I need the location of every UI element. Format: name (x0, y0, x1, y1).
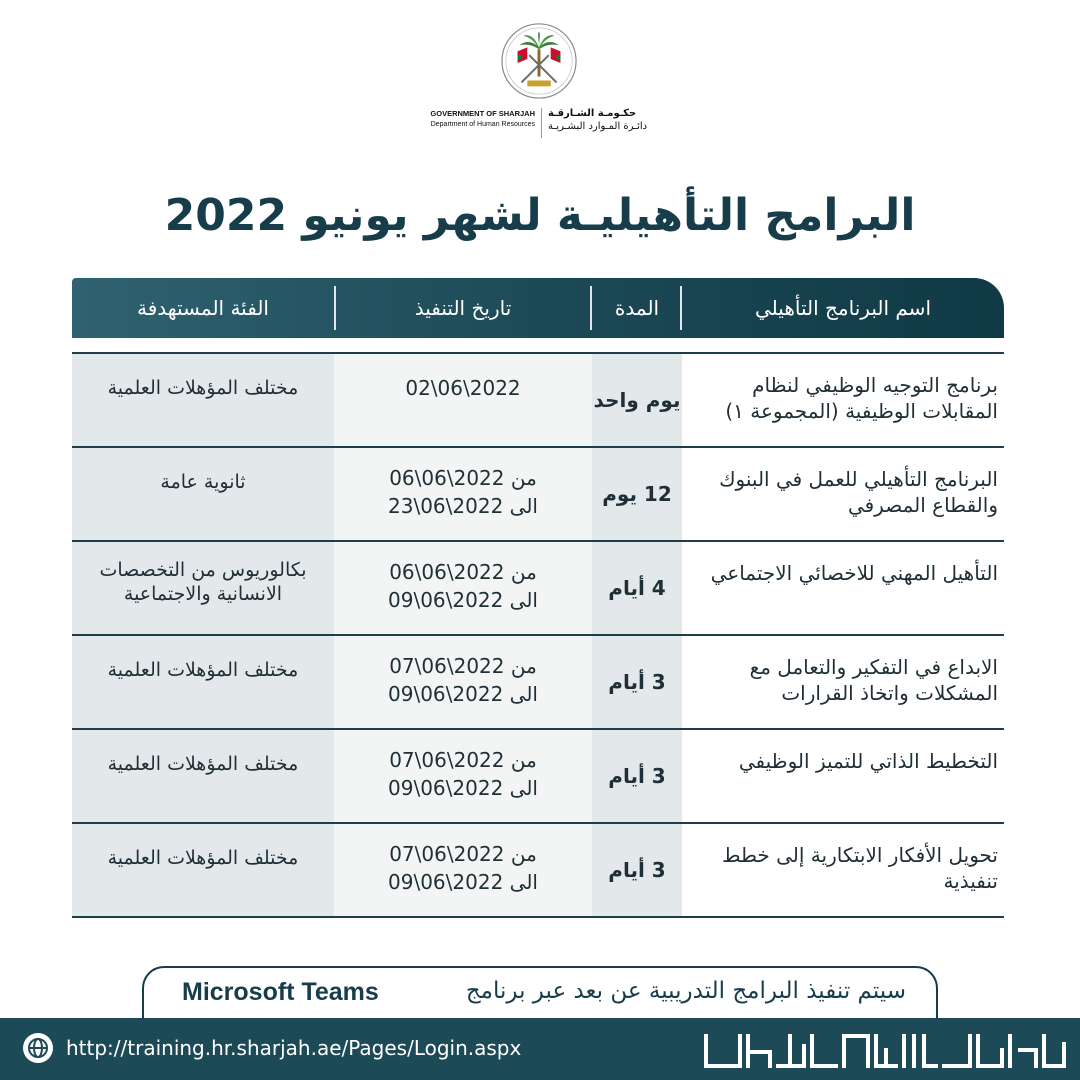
government-header (400, 108, 680, 144)
program-duration: 4 أيام (592, 542, 682, 634)
hr-department-logo (700, 1028, 1070, 1072)
program-date (334, 730, 592, 822)
program-duration: 3 أيام (592, 636, 682, 728)
note-text: سيتم تنفيذ البرامج التدريبية عن بعد عبر برنامج (465, 978, 906, 1004)
target-category: مختلف المؤهلات العلمية (72, 824, 334, 916)
globe-icon (22, 1032, 54, 1064)
program-name: برنامج التوجيه الوظيفي لنظام المقابلات الوظيفية (المجموعة ١) (682, 354, 1004, 446)
table-row (72, 822, 1004, 918)
program-duration: 12 يوم (592, 448, 682, 540)
table-row (72, 728, 1004, 822)
table-header (72, 278, 1004, 338)
target-category: مختلف المؤهلات العلمية (72, 354, 334, 446)
program-duration: 3 أيام (592, 824, 682, 916)
date-line-1: 2022\06\02 (405, 376, 521, 400)
training-url-link[interactable]: http://training.hr.sharjah.ae/Pages/Login.aspx (66, 1036, 522, 1060)
col-header-duration: المدة (614, 296, 660, 320)
program-name: التأهيل المهني للاخصائي الاجتماعي (682, 542, 1004, 634)
program-date (334, 824, 592, 916)
program-duration: 3 أيام (592, 730, 682, 822)
program-name: البرنامج التأهيلي للعمل في البنوك والقطاع المصرفي (682, 448, 1004, 540)
platform-name: Microsoft Teams (182, 978, 379, 1006)
gov-name-ar: حكـومـة الشـارقـة دائـرة المـوارد البشـريـة (548, 108, 648, 132)
gov-name-en: GOVERNMENT OF SHARJAH Department of Human Resources (430, 109, 535, 128)
program-date (334, 354, 592, 446)
table-row (72, 446, 1004, 540)
sharjah-emblem-logo (500, 22, 578, 100)
program-name: التخطيط الذاتي للتميز الوظيفي (682, 730, 1004, 822)
date-line-2: الى 2022\06\09 (388, 870, 538, 894)
footer-bar (0, 1018, 1080, 1080)
table-row (72, 352, 1004, 446)
header-divider (541, 108, 542, 138)
table-row (72, 634, 1004, 728)
program-name: تحويل الأفكار الابتكارية إلى خطط تنفيذية (682, 824, 1004, 916)
date-line-1: من 2022\06\06 (389, 466, 537, 490)
program-date (334, 542, 592, 634)
table-body (72, 352, 1004, 918)
date-line-1: من 2022\06\07 (389, 654, 537, 678)
col-header-name: اسم البرنامج التأهيلي (755, 296, 931, 320)
target-category: بكالوريوس من التخصصات الانسانية والاجتماعية (72, 542, 334, 634)
program-name: الابداع في التفكير والتعامل مع المشكلات واتخاذ القرارات (682, 636, 1004, 728)
delivery-note (142, 966, 938, 1020)
target-category: مختلف المؤهلات العلمية (72, 730, 334, 822)
date-line-1: من 2022\06\07 (389, 842, 537, 866)
target-category: مختلف المؤهلات العلمية (72, 636, 334, 728)
date-line-1: من 2022\06\07 (389, 748, 537, 772)
col-divider (334, 286, 336, 330)
date-line-2: الى 2022\06\09 (388, 588, 538, 612)
col-header-date: تاريخ التنفيذ (414, 296, 512, 320)
date-line-2: الى 2022\06\23 (388, 494, 538, 518)
program-date (334, 448, 592, 540)
page-title: البرامج التأهيليـة لشهر يونيو 2022 (164, 190, 916, 241)
date-line-1: من 2022\06\06 (389, 560, 537, 584)
date-line-2: الى 2022\06\09 (388, 682, 538, 706)
table-row (72, 540, 1004, 634)
program-duration: يوم واحد (592, 354, 682, 446)
col-header-category: الفئة المستهدفة (137, 296, 269, 320)
date-line-2: الى 2022\06\09 (388, 776, 538, 800)
target-category: ثانوية عامة (72, 448, 334, 540)
program-date (334, 636, 592, 728)
